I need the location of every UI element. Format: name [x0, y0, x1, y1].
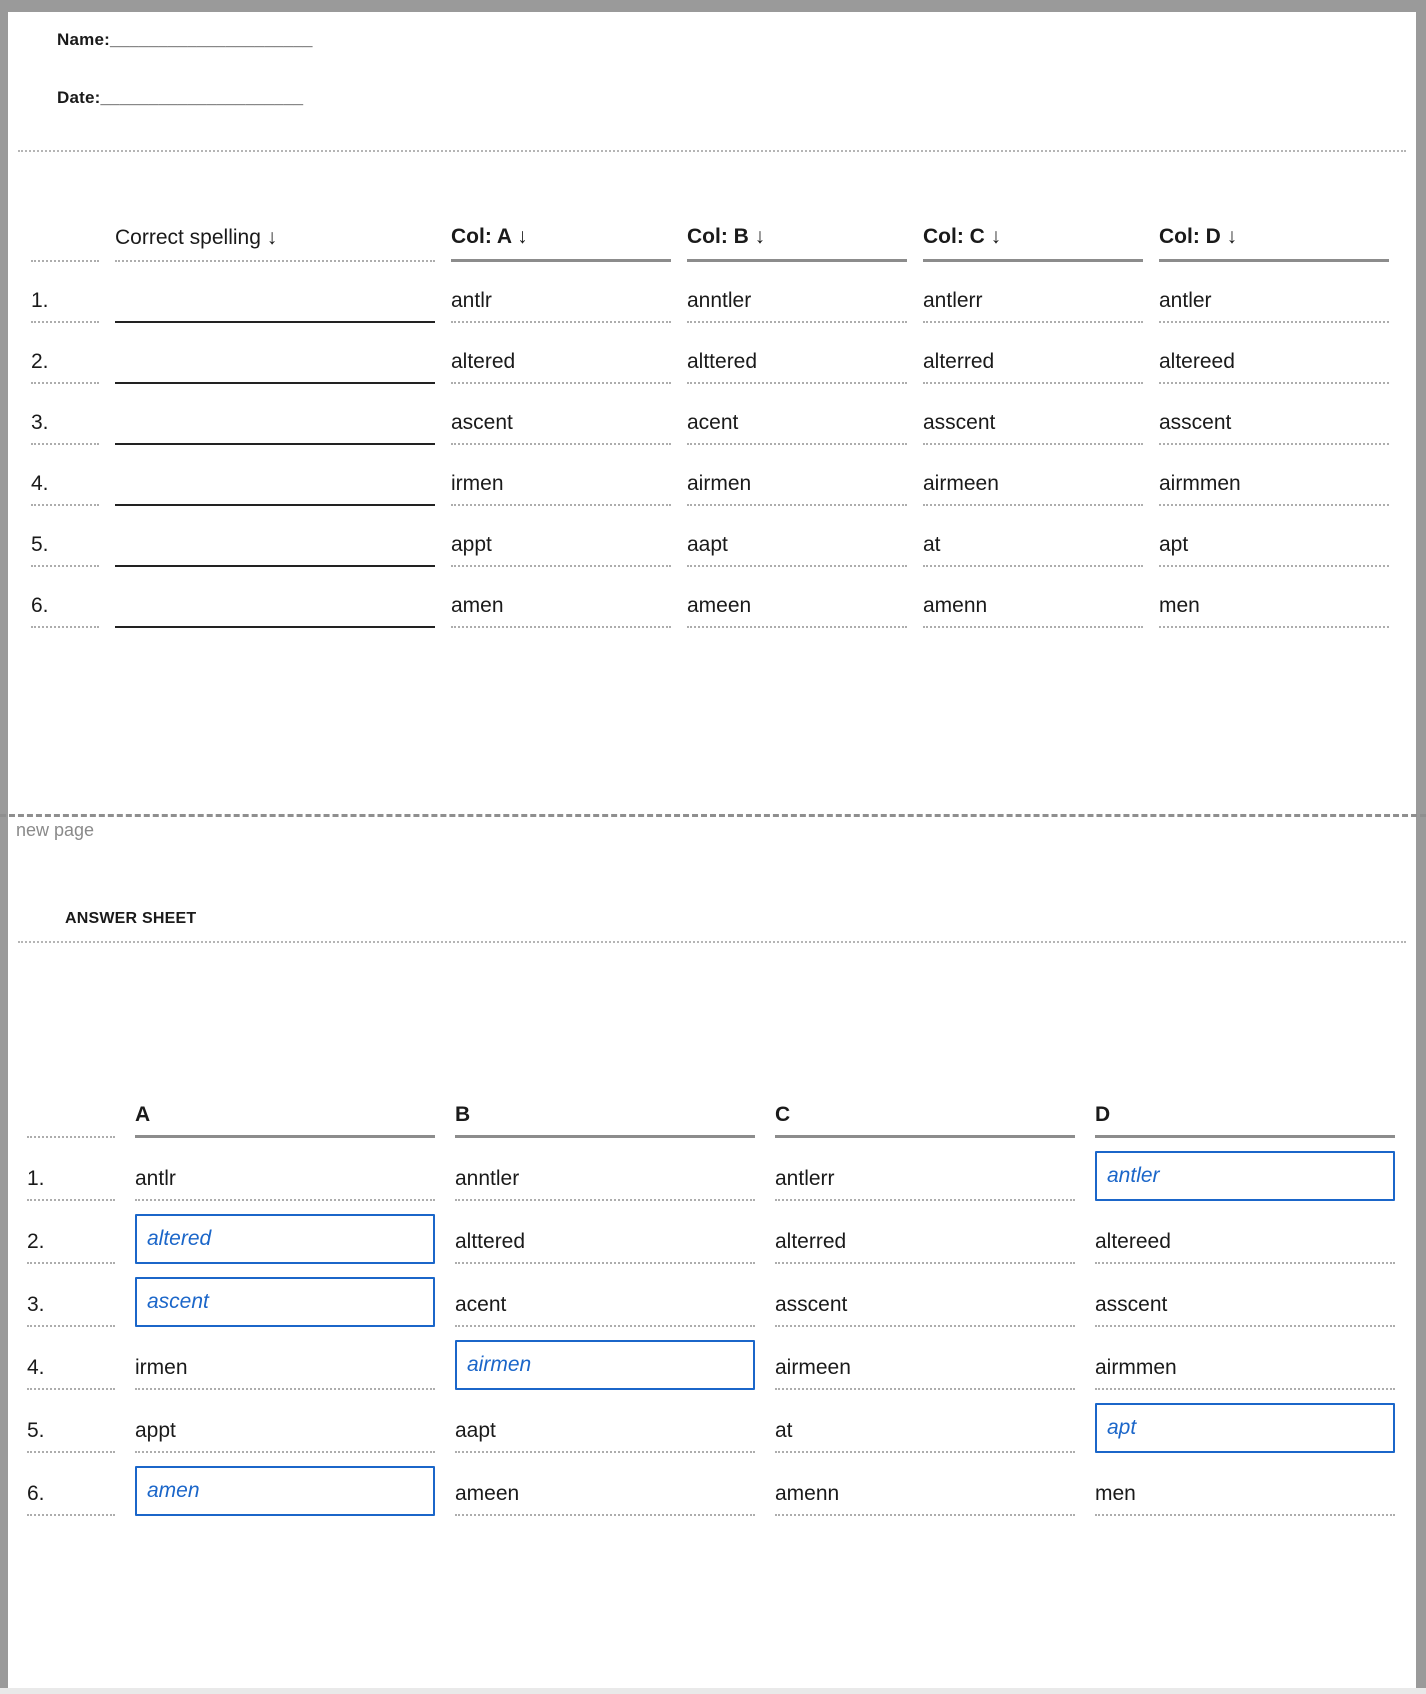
spelling-blank-line	[115, 445, 435, 506]
word-option: at	[923, 506, 1143, 567]
question-number: 3.	[31, 384, 99, 445]
correct-spelling-header: Correct spelling ↓	[115, 223, 435, 262]
spelling-blank-line	[115, 567, 435, 628]
word-option: antlr	[451, 262, 671, 323]
answer-question-number: 5.	[27, 1390, 115, 1453]
word-option: amenn	[923, 567, 1143, 628]
worksheet-table	[31, 223, 1416, 628]
answer-cell: alterred	[775, 1201, 1075, 1264]
answer-cell: antler	[1095, 1151, 1395, 1201]
answer-cell: asscent	[1095, 1264, 1395, 1327]
answer-cell: amenn	[775, 1453, 1075, 1516]
word-option: ameen	[687, 567, 907, 628]
word-option: asscent	[1159, 384, 1389, 445]
answer-sheet-title: ANSWER SHEET	[65, 910, 197, 927]
answer-cell: antlr	[135, 1138, 435, 1201]
date-blank-line: _____________________	[100, 88, 304, 107]
answer-question-number: 2.	[27, 1201, 115, 1264]
spelling-blank-line	[115, 506, 435, 567]
header-divider	[18, 150, 1406, 152]
answer-cell: aapt	[455, 1390, 755, 1453]
question-number: 6.	[31, 567, 99, 628]
word-option: aapt	[687, 506, 907, 567]
number-column-header	[31, 223, 99, 262]
answer-question-number: 6.	[27, 1453, 115, 1516]
answer-number-column-header	[27, 1103, 115, 1138]
answer-table	[27, 1103, 1416, 1516]
word-option: irmen	[451, 445, 671, 506]
word-option: appt	[451, 506, 671, 567]
date-field	[57, 88, 1416, 110]
word-option: amen	[451, 567, 671, 628]
word-option: alterred	[923, 323, 1143, 384]
answer-cell: ameen	[455, 1453, 755, 1516]
question-number: 4.	[31, 445, 99, 506]
word-option: airmeen	[923, 445, 1143, 506]
answer-cell: irmen	[135, 1327, 435, 1390]
word-option: asscent	[923, 384, 1143, 445]
question-number: 2.	[31, 323, 99, 384]
answer-col-a-header: A	[135, 1103, 435, 1138]
word-option: airmen	[687, 445, 907, 506]
word-option: alttered	[687, 323, 907, 384]
col-a-header: Col: A ↓	[451, 223, 671, 262]
answer-col-c-header: C	[775, 1103, 1075, 1138]
answer-cell: alttered	[455, 1201, 755, 1264]
answer-cell: apt	[1095, 1403, 1395, 1453]
date-label: Date:	[57, 88, 101, 107]
answer-question-number: 1.	[27, 1138, 115, 1201]
worksheet-page	[8, 12, 1416, 1688]
word-option: antlerr	[923, 262, 1143, 323]
col-d-header: Col: D ↓	[1159, 223, 1389, 262]
answer-question-number: 3.	[27, 1264, 115, 1327]
word-option: airmmen	[1159, 445, 1389, 506]
answer-cell: at	[775, 1390, 1075, 1453]
name-label: Name:	[57, 30, 110, 49]
answer-cell: men	[1095, 1453, 1395, 1516]
answer-cell: asscent	[775, 1264, 1075, 1327]
name-blank-line: _____________________	[109, 30, 313, 49]
spelling-blank-line	[115, 323, 435, 384]
word-option: altereed	[1159, 323, 1389, 384]
answer-cell: altered	[135, 1214, 435, 1264]
answer-col-b-header: B	[455, 1103, 755, 1138]
spelling-blank-line	[115, 384, 435, 445]
answer-cell: ascent	[135, 1277, 435, 1327]
answer-cell: airmmen	[1095, 1327, 1395, 1390]
answer-cell: amen	[135, 1466, 435, 1516]
page-break-divider	[0, 814, 1426, 817]
col-b-header: Col: B ↓	[687, 223, 907, 262]
word-option: antler	[1159, 262, 1389, 323]
answer-question-number: 4.	[27, 1327, 115, 1390]
page-break-label: new page	[16, 820, 95, 840]
word-option: apt	[1159, 506, 1389, 567]
answer-cell: acent	[455, 1264, 755, 1327]
word-option: anntler	[687, 262, 907, 323]
col-c-header: Col: C ↓	[923, 223, 1143, 262]
question-number: 1.	[31, 262, 99, 323]
answer-cell: airmen	[455, 1340, 755, 1390]
answer-cell: anntler	[455, 1138, 755, 1201]
word-option: ascent	[451, 384, 671, 445]
answer-sheet-divider	[18, 941, 1406, 943]
answer-cell: antlerr	[775, 1138, 1075, 1201]
question-number: 5.	[31, 506, 99, 567]
word-option: altered	[451, 323, 671, 384]
word-option: acent	[687, 384, 907, 445]
answer-cell: appt	[135, 1390, 435, 1453]
word-option: men	[1159, 567, 1389, 628]
answer-cell: altereed	[1095, 1201, 1395, 1264]
name-field	[57, 30, 1416, 52]
answer-col-d-header: D	[1095, 1103, 1395, 1138]
spelling-blank-line	[115, 262, 435, 323]
answer-cell: airmeen	[775, 1327, 1075, 1390]
